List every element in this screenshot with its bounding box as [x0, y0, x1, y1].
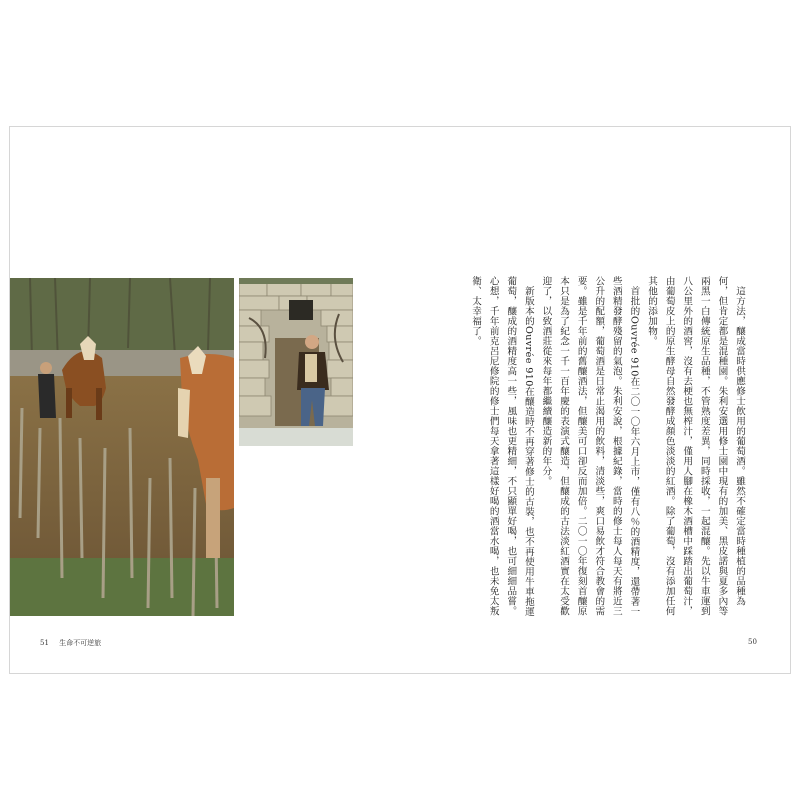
right-page-number: 50	[748, 638, 757, 646]
left-page-number: 51	[40, 639, 49, 647]
body-text-column	[467, 276, 749, 621]
paragraph: 這方法，釀成當時供應修士飲用的葡萄酒。雖然不確定當時種植的品種為何，但肯定都是混種園。朱利安選用修士園中現有的加美、黑皮諾與夏多內等兩黑一白傳統原生品種，不管熟度差異，同時採收，一起混釀。先以牛車運到八公里外的酒窖，沒有去梗也無榨汁，僅用人腳在橡木酒槽中踩踏出葡萄汁，由葡萄皮上的原生酵母自然發酵成顏色淡淡的紅酒。除了葡萄，沒有添加任何其他的添加物。	[646, 276, 745, 616]
paragraph: 首批的Ouvrée 910在二〇一〇年六月上市，僅有八％的酒精度，還帶著一些酒精發酵殘留的氣泡。朱利安說，根據紀錄，當時的修士每人每天有將近三公升的配額，葡萄酒是日常止渴用的飲料，清淡些，爽口易飲才符合教會的需要。雖是千年前的舊釀酒法，但釀美可口卻反而加倍。二〇一〇年復刻首釀原本只是為了紀念一千一百年慶的表演式釀造，但釀成的古法淡紅酒實在太受歡迎了，以致酒莊從來每年都繼續釀造新的年分。	[540, 276, 640, 617]
paragraph: 新版本的Ouvrée 910在釀造時不再穿著修士的古裝，也不再使用牛車拖運葡萄，釀成的酒精度高一些，風味也更精細，不只顯單好喝，也可細細品嘗。心想，千年前克呂尼修院的修士們每天拿著這樣好喝的酒當水喝，也未免太叛衛、太幸福了。	[470, 276, 534, 617]
left-running-head: 生命不可逆旅	[59, 639, 102, 647]
left-folio	[40, 638, 101, 648]
vigneron-portrait-photo	[239, 278, 353, 446]
right-folio	[748, 638, 757, 646]
horse-vineyard-photo	[10, 278, 234, 616]
